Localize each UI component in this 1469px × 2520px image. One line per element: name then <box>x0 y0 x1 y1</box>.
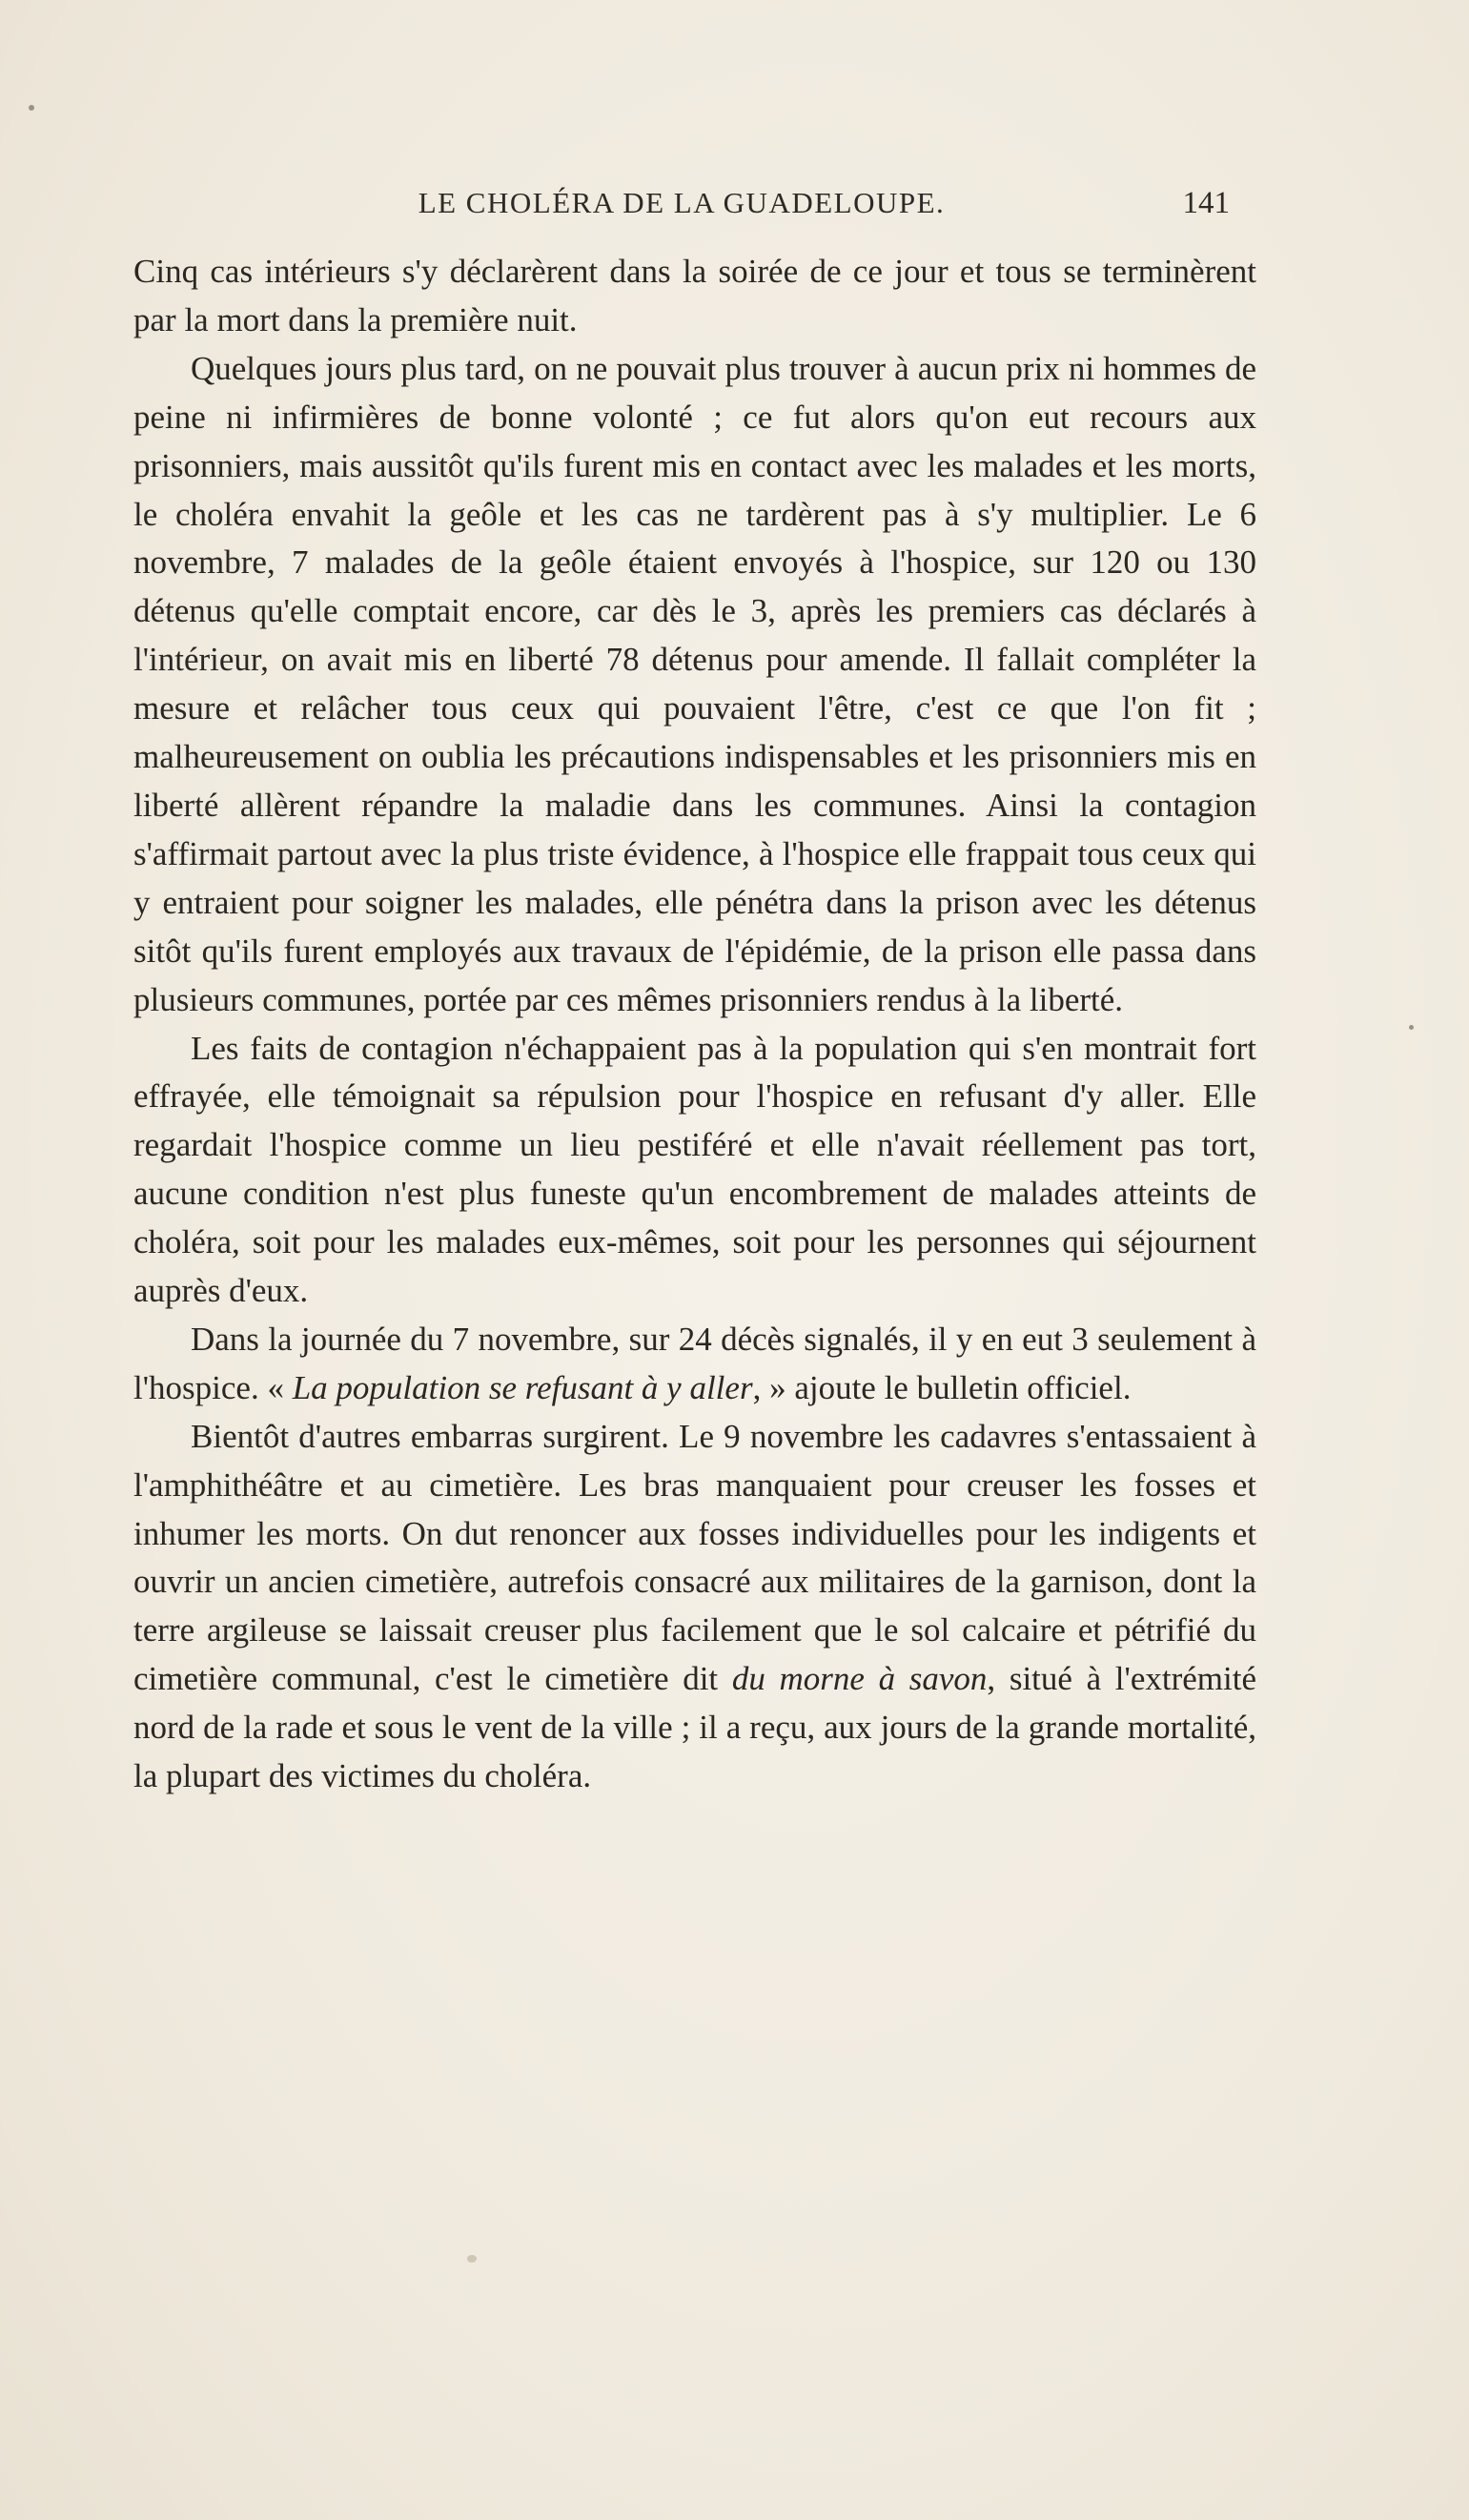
body-text <box>133 248 1256 1801</box>
paper-speck <box>467 2255 477 2263</box>
paragraph-5-start: Bientôt d'autres embarras surgirent. Le 9 novembre les cadavres s'entassaient à l'amphithéâtre et au cimetière. Les bras manquaient pour creuser les fosses et inhumer les morts. On dut renoncer aux fosses individuelles pour les indigents et ouvrir un ancien cimetière, autrefois consacré aux militaires de la garnison, dont la terre argileuse se laissait creuser plus facilement que le sol calcaire et pétrifié du cimetière communal, c'est le cimetière dit <box>133 1417 1256 1698</box>
paragraph-3: Les faits de contagion n'échappaient pas à la population qui s'en montrait fort effrayée, elle témoignait sa répulsion pour l'hospice en refusant d'y aller. Elle regardait l'hospice comme un lieu pestiféré et elle n'avait réellement pas tort, aucune condition n'est plus funeste qu'un encombrement de malades atteints de choléra, soit pour les malades eux-mêmes, soit pour les personnes qui séjournent auprès d'eux. <box>133 1029 1256 1310</box>
paragraph-5-end: , situé à l'extrémité nord de la rade et sous le vent de la ville ; il a reçu, aux jours de la grande mortalité, la plupart des victimes du choléra. <box>133 1660 1256 1795</box>
running-title: LE CHOLÉRA DE LA GUADELOUPE. <box>418 186 946 219</box>
paragraph-5-italic-place-name: du morne à savon <box>731 1660 988 1698</box>
paper-speck <box>29 105 34 111</box>
paragraph-4-italic-quote: La population se refusant à y aller <box>292 1368 753 1406</box>
paragraph-1: Cinq cas intérieurs s'y déclarèrent dans la soirée de ce jour et tous se terminèrent par la mort dans la première nuit. <box>133 253 1256 338</box>
paragraph-4-end: , » ajoute le bulletin officiel. <box>752 1368 1132 1406</box>
page-number: 141 <box>1182 186 1230 220</box>
paragraph-4 <box>133 1316 1256 1413</box>
running-head <box>133 186 1230 224</box>
paragraph-5 <box>133 1413 1256 1801</box>
paper-speck <box>1409 1025 1414 1030</box>
paragraph-4-start: Dans la journée du 7 novembre, sur 24 décès signalés, il y en eut 3 seulement à l'hospice. « <box>133 1320 1256 1406</box>
paragraph-2: Quelques jours plus tard, on ne pouvait plus trouver à aucun prix ni hommes de peine ni infirmières de bonne volonté ; ce fut alors qu'on eut recours aux prisonniers, mais aussitôt qu'ils furent mis en contact avec les malades et les morts, le choléra envahit la geôle et les cas ne tardèrent pas à s'y multiplier. Le 6 novembre, 7 malades de la geôle étaient envoyés à l'hospice, sur 120 ou 130 détenus qu'elle comptait encore, car dès le 3, après les premiers cas déclarés à l'intérieur, on avait mis en liberté 78 détenus pour amende. Il fallait compléter la mesure et relâcher tous ceux qui pouvaient l'être, c'est ce que l'on fit ; malheureusement on oublia les précautions indispensables et les prisonniers mis en liberté allèrent répandre la maladie dans les communes. Ainsi la contagion s'affirmait partout avec la plus triste évidence, à l'hospice elle frappait tous ceux qui y entraient pour soigner les malades, elle pénétra dans la prison avec les détenus sitôt qu'ils furent employés aux travaux de l'épidémie, de la prison elle passa dans plusieurs communes, portée par ces mêmes prisonniers rendus à la liberté. <box>133 349 1256 1018</box>
